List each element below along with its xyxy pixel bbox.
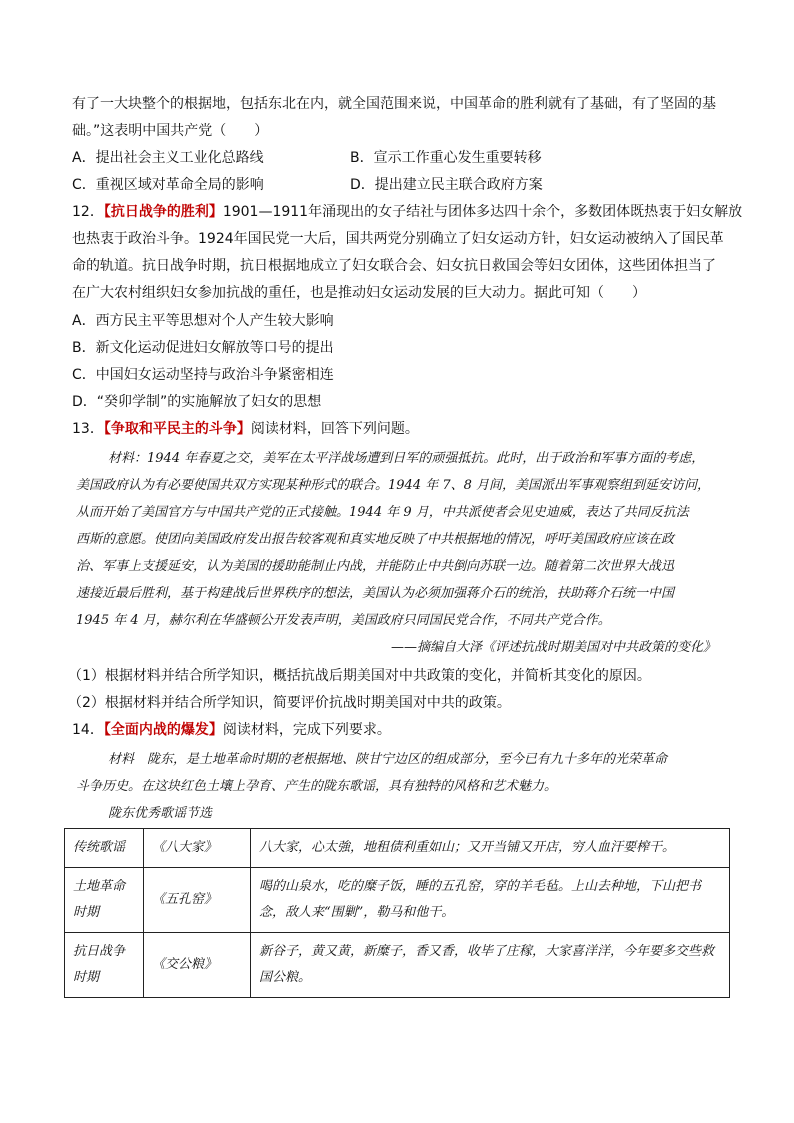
table-row [65, 868, 730, 933]
song-title: 《八大家》 [144, 829, 251, 868]
q12-option-b: B．新文化运动促进妇女解放等口号的提出 [72, 340, 334, 356]
q13-number: 13． [72, 421, 104, 437]
q14-table-caption: 陇东优秀歌谣节选 [108, 806, 213, 821]
table-row [65, 829, 730, 868]
q14-number: 14． [72, 722, 104, 738]
q13-material-line-3: 从而开始了美国官方与中国共产党的正式接触。1944 年 9 月，中共派使者会见史迪威，表达了共同反抗法 [76, 505, 689, 520]
q12-topic-tag: 【抗日战争的胜利】 [103, 204, 223, 220]
q11-option-a: A．提出社会主义工业化总路线 [72, 150, 264, 166]
song-title: 《五孔窑》 [144, 868, 251, 933]
song-period: 土地革命时期 [65, 868, 144, 933]
song-lyrics: 八大家，心太強，地租债利重如山；又开当铺又开店，穷人血汗要榨干。 [251, 829, 730, 868]
songs-table [64, 828, 730, 998]
q14-heading [72, 720, 391, 740]
q13-material-line-4: 西斯的意愿。使团向美国政府发出报告较客观和真实地反映了中共根据地的情况，呼吁美国政府应该在政 [76, 532, 675, 547]
q12-option-d: D．“癸卯学制”的实施解放了妇女的思想 [72, 394, 322, 410]
q12-option-a: A．西方民主平等思想对个人产生较大影响 [72, 313, 334, 329]
q11-stem-line-2: 础。”这表明中国共产党（ ） [72, 123, 269, 139]
q14-prompt: 阅读材料，完成下列要求。 [222, 722, 391, 738]
q13-topic-tag: 【争取和平民主的斗争】 [103, 421, 251, 437]
q11-option-d: D．提出建立民主联合政府方案 [350, 177, 543, 193]
q13-material-line-6: 速接近最后胜利，基于构建战后世界秩序的想法，美国认为必须加强蒋介石的统治，扶助蒋介石统一中国 [76, 586, 675, 601]
q13-material-line-7: 1945 年 4 月，赫尔利在华盛顿公开发表声明，美国政府只同国民党合作，不同共产党合作。 [76, 613, 611, 628]
q12-stem-line-4: 在广大农村组织妇女参加抗战的重任，也是推动妇女运动发展的巨大动力。据此可知（ ） [72, 285, 646, 301]
table-row [65, 933, 730, 998]
q12-option-c: C．中国妇女运动坚持与政治斗争紧密相连 [72, 367, 334, 383]
q14-topic-tag: 【全面内战的爆发】 [103, 722, 223, 738]
q11-stem-line-1: 有了一大块整个的根据地，包括东北在内，就全国范围来说，中国革命的胜利就有了基础，有了坚固的基 [72, 96, 716, 112]
q14-material-line-1: 材料 陇东，是土地革命时期的老根据地、陕甘宁边区的组成部分，至今已有九十多年的光荣革命 [108, 752, 668, 767]
song-title: 《交公粮》 [144, 933, 251, 998]
q11-option-b: B．宣示工作重心发生重要转移 [350, 150, 542, 166]
q12-stem-line-3: 命的轨道。抗日战争时期，抗日根据地成立了妇女联合会、妇女抗日救国会等妇女团体，这些团体担当了 [72, 258, 716, 274]
q13-subquestion-2: （2）根据材料并结合所学知识，简要评价抗战时期美国对中共的政策。 [68, 695, 511, 711]
q13-material-line-5: 治、军事上支援延安，认为美国的援助能制止内战，并能防止中共倒向苏联一边。随着第二次世界大战迅 [76, 559, 675, 574]
q13-prompt: 阅读材料，回答下列问题。 [250, 421, 419, 437]
q13-subquestion-1: （1）根据材料并结合所学知识，概括抗战后期美国对中共政策的变化，并简析其变化的原因。 [68, 668, 651, 684]
q12-stem-line-2: 也热衷于政治斗争。1924年国民党一大后，国共两党分别确立了妇女运动方针，妇女运动被纳入了国民革 [72, 231, 724, 247]
q13-material-source: ——摘编自大泽《评述抗战时期美国对中共政策的变化》 [390, 640, 716, 655]
q13-material-line-2: 美国政府认为有必要使国共双方实现某种形式的联合。1944 年 7、8 月间，美国派出军事观察组到延安访问， [76, 478, 711, 493]
q12-stem-line-1 [72, 202, 742, 222]
q13-heading [72, 419, 419, 439]
song-lyrics: 新谷子，黄又黄，新糜子，香又香，收毕了庄稼，大家喜洋洋，今年要多交些救国公粮。 [251, 933, 730, 998]
song-period: 传统歌谣 [65, 829, 144, 868]
q11-option-c: C．重视区域对革命全局的影响 [72, 177, 264, 193]
q13-material-line-1: 材料：1944 年春夏之交，美军在太平洋战场遭到日军的顽强抵抗。此时，出于政治和军事方面的考虑， [108, 451, 705, 466]
song-period: 抗日战争时期 [65, 933, 144, 998]
q12-number: 12． [72, 204, 104, 220]
q14-material-line-2: 斗争历史。在这块红色土壤上孕育、产生的陇东歌谣，具有独特的风格和艺术魅力。 [76, 779, 558, 794]
q12-stem-text: 1901—1911年涌现出的女子结社与团体多达四十余个，多数团体既热衷于妇女解放 [222, 204, 743, 220]
song-lyrics: 喝的山泉水，吃的糜子饭，睡的五孔窑，穿的羊毛毡。上山去种地，下山把书念，敌人来“围剿”，勒马和他干。 [251, 868, 730, 933]
